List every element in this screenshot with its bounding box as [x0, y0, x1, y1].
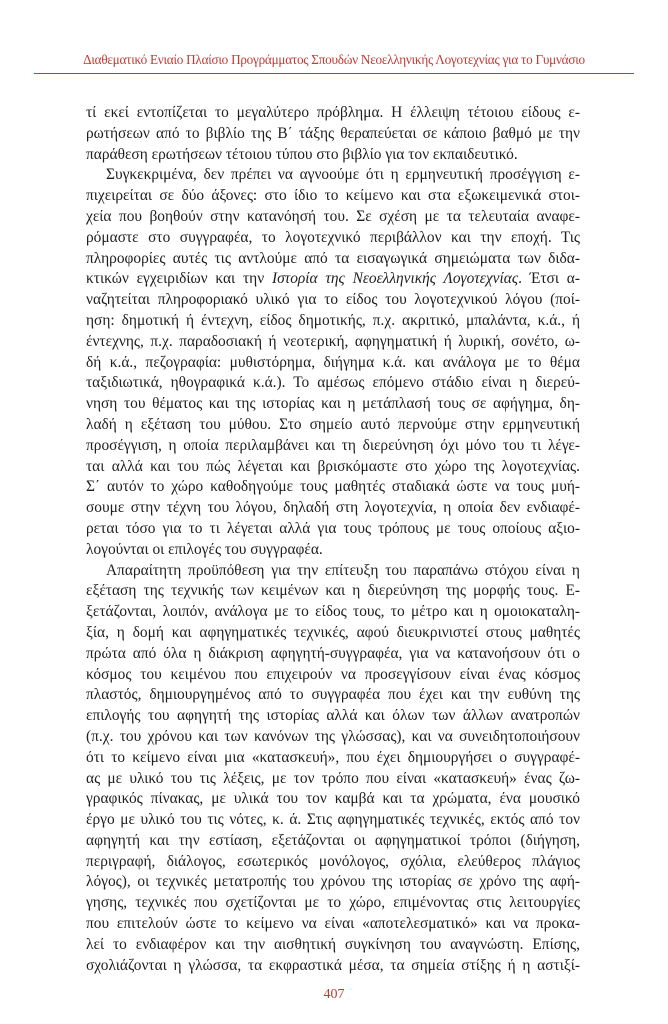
text-line: πληροφορίες αυτές τις αντλούμε από τα εισαγωγικά σημειώματα των διδα- [86, 249, 580, 267]
text-line: σουμε στην τέχνη του λόγου, δηλαδή στη λογοτεχνία, η οποία δεν ενδιαφέ- [86, 499, 580, 517]
text-line: εξέταση της τεχνικής των κειμένων και η διερεύνηση της μορφής τους. Ε- [86, 582, 580, 600]
text-line: λαδή η εξέταση του μύθου. Στο σημείο αυτό περνούμε στην ερμηνευτική [86, 415, 580, 433]
text-line: παράθεση ερωτήσεων τέτοιου τύπου στο βιβλίο για τον εκπαιδευτικό. [86, 145, 518, 163]
text-line: πιχειρείται σε δύο άξονες: στο ίδιο το κείμενο και στα εξωκειμενικά στοι- [86, 187, 580, 205]
text-line: Συγκεκριμένα, δεν πρέπει να αγνοούμε ότι η ερμηνευτική προσέγγιση ε- [106, 166, 580, 184]
page-number: 407 [323, 987, 345, 1002]
text-line: γησης, τεχνικές που σχετίζονται με το χώρο, επιμένοντας στις λειτουργίες [86, 894, 580, 912]
text-line: ότι το κείμενο είναι μια «κατασκευή», που έχει δημιουργήσει ο συγγραφέ- [86, 748, 580, 766]
text-line: που επιτελούν ώστε το κείμενο να είναι «αποτελεσματικό» και να προκα- [86, 915, 580, 933]
text-line: γραφικός πίνακας, με υλικά του τον καμβά και τα χρώματα, ένα μουσικό [86, 790, 580, 808]
text-line: ηση: δημοτική ή έντεχνη, είδος δημοτικής, π.χ. ακριτικό, μπαλάντα, κ.ά., ή [86, 311, 580, 329]
text-line: προσέγγιση, η οποία περιλαμβάνει και τη διερεύνηση όχι μόνο του τι λέγε- [86, 436, 580, 454]
text-line: ξετάζονται, λοιπόν, ανάλογα με το είδος τους, το μέτρο και η ομοιοκαταλη- [86, 603, 580, 621]
text-line: σχολιάζονται η γλώσσα, τα εκφραστικά μέσα, τα σημεία στίξης ή η αστιξί- [86, 956, 580, 974]
text-line: τί εκεί εντοπίζεται το μεγαλύτερο πρόβλημα. Η έλλειψη τέτοιου είδους ε- [86, 104, 580, 121]
text-line: λογούνται οι επιλογές του συγγραφέα. [86, 540, 323, 558]
text-line: αφηγητή και την εστίαση, εξετάζονται οι αφηγηματικοί τρόποι (διήγηση, [86, 831, 580, 849]
text-line: κόσμος του κειμένου που επιχειρούν να προσεγγίσουν είναι ένας κόσμος [86, 665, 580, 683]
text-line: ξία, η δομή και αφηγηματικές τεχνικές, αφού διευκρινιστεί στους μαθητές [86, 623, 580, 641]
text-line: Απαραίτητη προϋπόθεση για την επίτευξη του παραπάνω στόχου είναι η [106, 561, 580, 579]
text-line: έντεχνης, π.χ. παραδοσιακή ή νεοτερική, αφηγηματική ή λυρική, σονέτο, ω- [86, 332, 580, 350]
text-line [86, 269, 580, 290]
text-line: πρώτα από όλα η διάκριση αφηγητή-συγγραφέα, για να κατανοήσουν ότι ο [86, 644, 580, 662]
text-line: ρόμαστε στο συγγραφέα, το λογοτεχνικό περιβάλλον και την εποχή. Τις [86, 228, 580, 246]
text-line: λόγος), οι τεχνικές μετατροπής του χρόνου της ιστορίας σε χρόνο της αφή- [86, 873, 580, 891]
text-line: περιγραφή, διάλογος, εσωτερικός μονόλογος, σχόλια, ελεύθερος πλάγιος [86, 852, 580, 870]
header-rule [34, 73, 634, 74]
text-line: χεία που βοηθούν στην κατανόησή του. Σε σχέση με τα τελευταία αναφε- [86, 207, 580, 225]
text-line-part: . Έτσι α- [518, 270, 580, 288]
text-line: ρεται τόσο για το τι λέγεται αλλά για τους τρόπους με τους οποίους αξιο- [86, 519, 580, 537]
text-line: (π.χ. του χρόνου και των κανόνων της γλώσσας), και να συνειδητοποιήσουν [86, 727, 580, 745]
text-line-part: κτικών εγχειριδίων και την [86, 270, 265, 288]
text-line: επιλογής του αφηγητή της ιστορίας αλλά και όλων των άλλων ανατροπών [86, 707, 580, 725]
book-title: Ιστορία της Νεοελληνικής Λογοτεχνίας [271, 270, 519, 288]
text-line: ρωτήσεων από το βιβλίο της Β΄ τάξης θεραπεύεται σε κάποιο βαθμό με την [86, 124, 580, 142]
text-line: ται αλλά και του πώς λέγεται και βρισκόμαστε στο χώρο της λογοτεχνίας. [86, 457, 580, 475]
text-line: έργο με υλικό του τις νότες, κ. ά. Στις αφηγηματικές τεχνικές, εκτός από τον [86, 811, 580, 829]
body-text [86, 103, 580, 976]
text-line: δή κ.ά., πεζογραφία: μυθιστόρημα, διήγημα κ.ά. και ανάλογα με το θέμα [86, 353, 580, 371]
text-line: πλαστός, δημιουργημένος από το συγγραφέα που έχει και την ευθύνη της [86, 686, 580, 704]
running-header: Διαθεματικό Ενιαίο Πλαίσιο Προγράμματος Σπουδών Νεοελληνικής Λογοτεχνίας για το Γυμνάσιο [83, 52, 585, 67]
text-line: ταξιδιωτικά, ηθογραφικά κ.ά.). Το αμέσως επόμενο στάδιο είναι η διερεύ- [86, 374, 580, 392]
text-line: λεί το ενδιαφέρον και την αισθητική συγκίνηση του αναγνώστη. Επίσης, [86, 935, 580, 953]
text-line: νηση του θέματος και της ιστορίας και η μετάπλασή τους σε αφήγημα, δη- [86, 395, 580, 413]
text-line: ας με υλικό του τις λέξεις, με τον τρόπο που είναι «κατασκευή» ένας ζω- [86, 769, 580, 787]
text-line: Σ΄ αυτόν το χώρο καθοδηγούμε τους μαθητές σταδιακά ώστε να τους μυή- [86, 478, 580, 496]
text-line: ναζητείται πληροφοριακό υλικό για το είδος του λογοτεχνικού λόγου (ποί- [86, 291, 580, 309]
